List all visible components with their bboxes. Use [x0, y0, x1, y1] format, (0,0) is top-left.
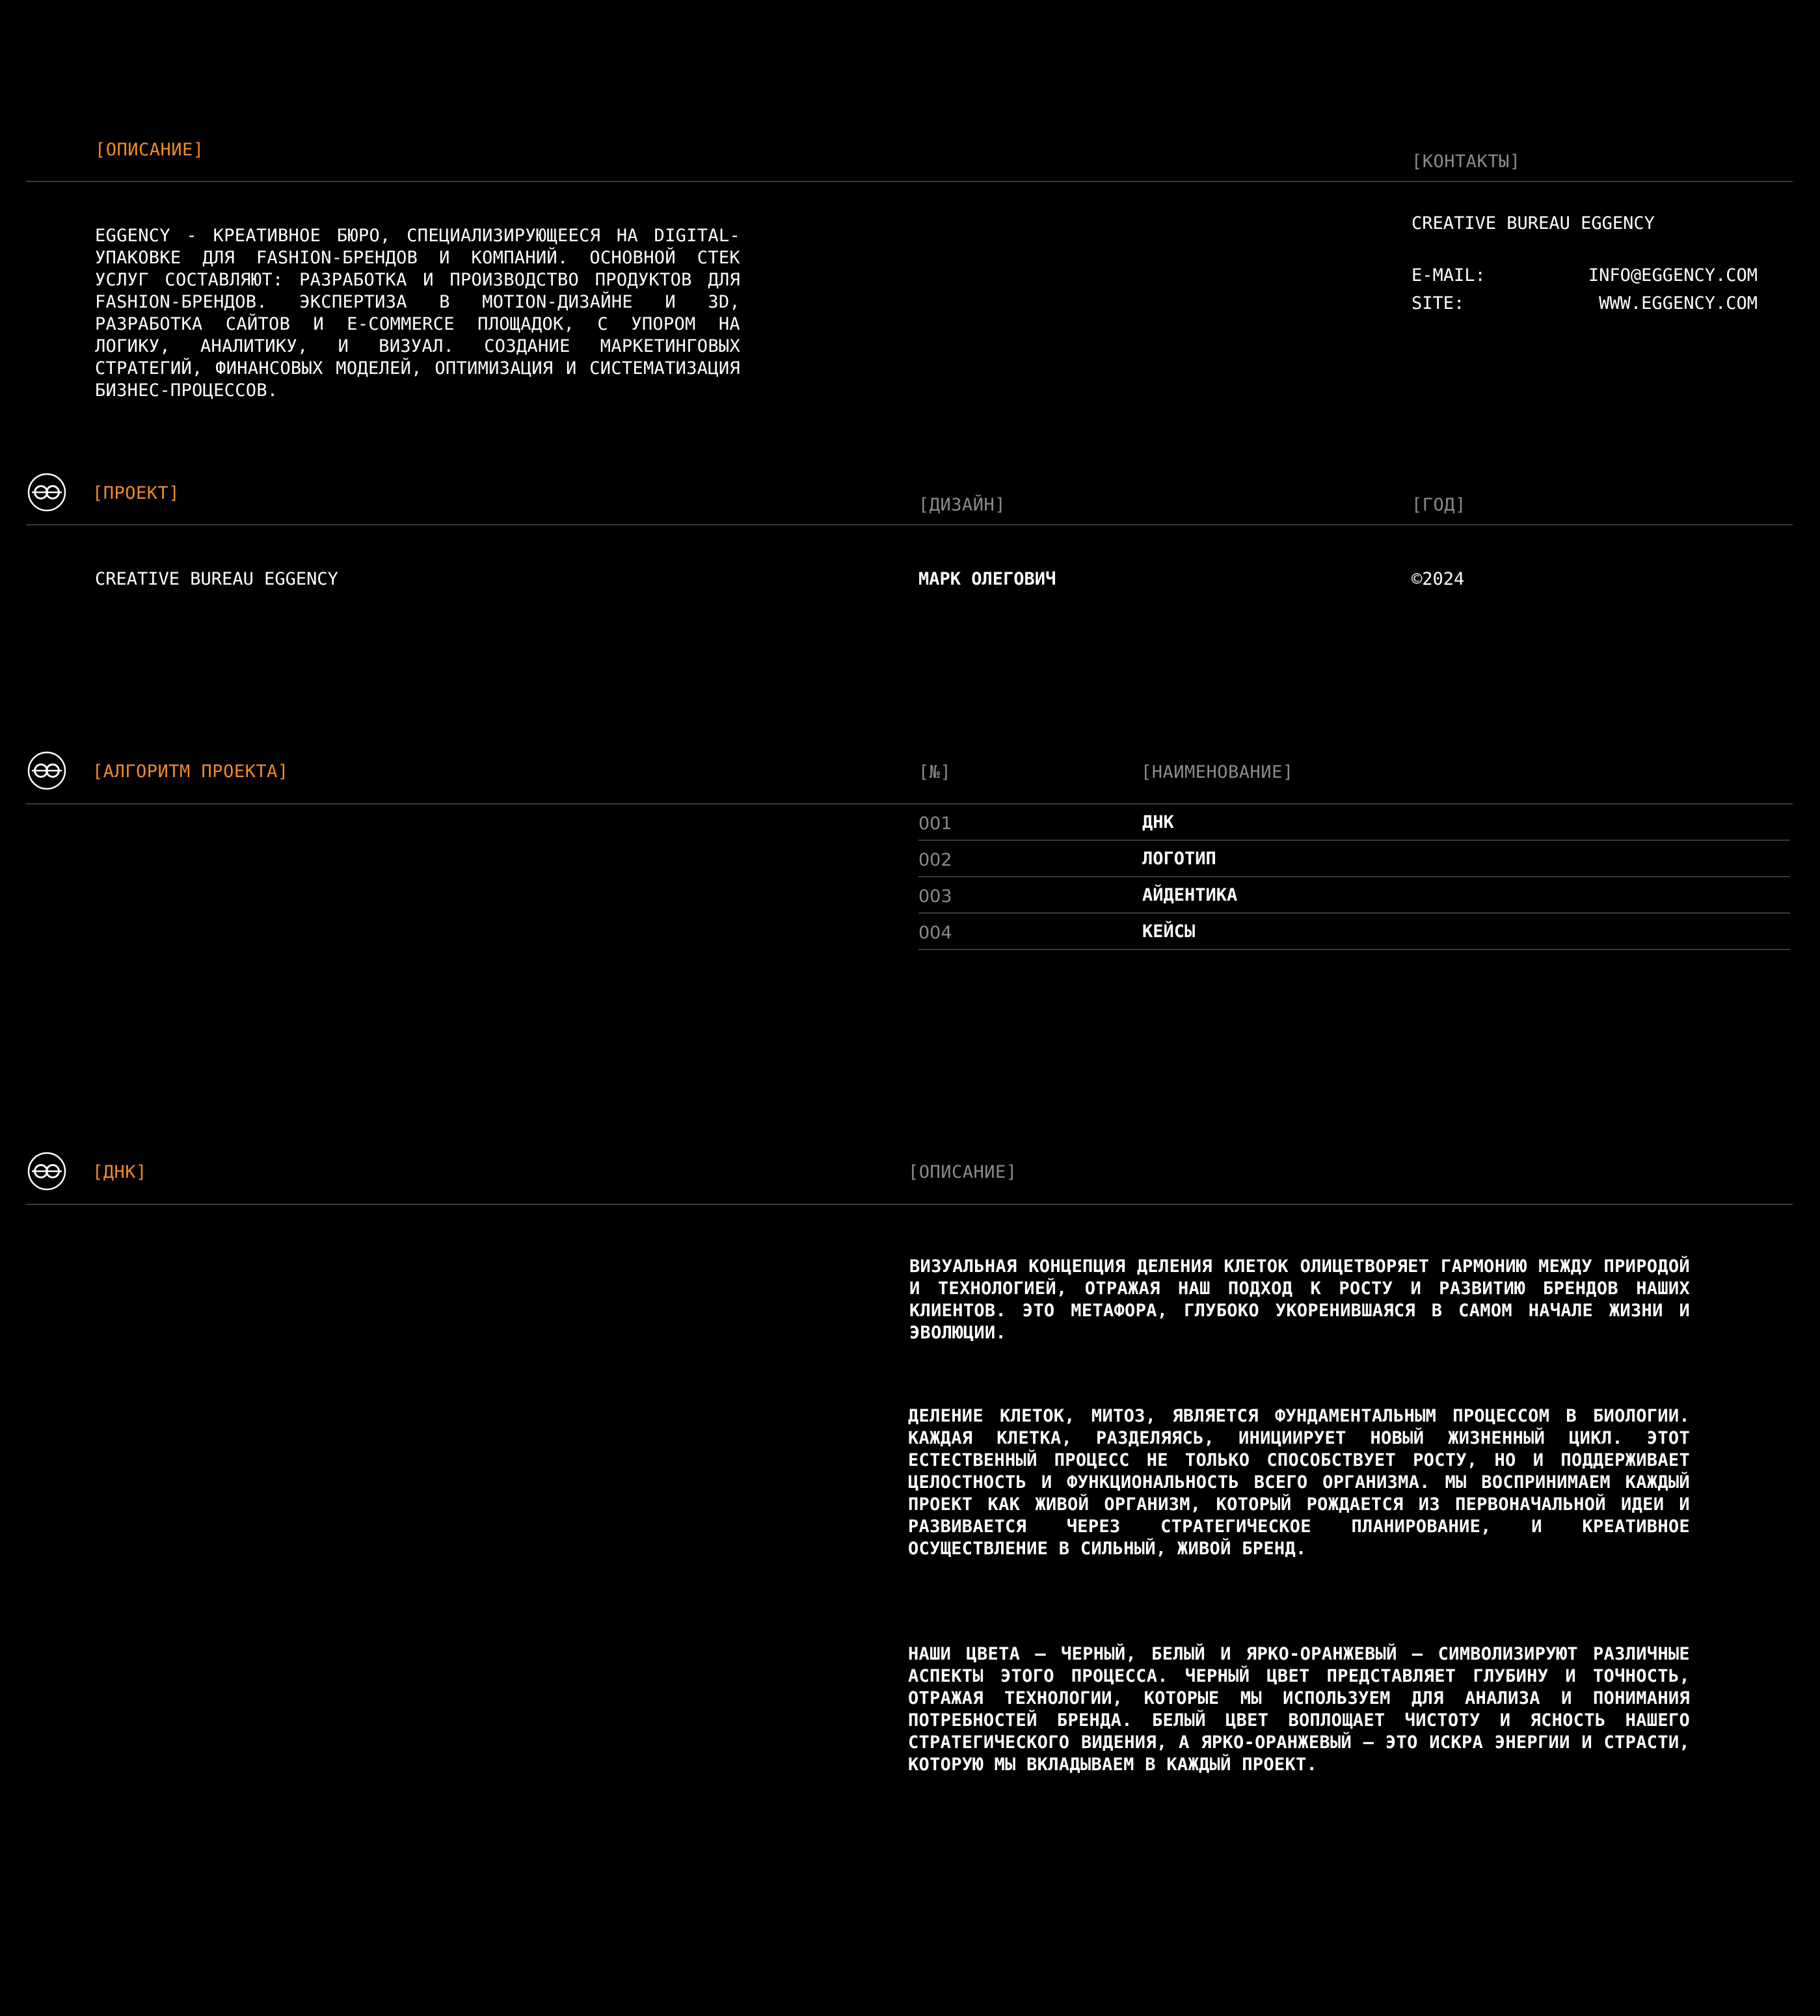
row-divider [918, 949, 1790, 950]
contacts-section-label: [КОНТАКТЫ] [1412, 152, 1521, 172]
dna-description-label: [ОПИСАНИЕ] [908, 1162, 1017, 1182]
design-column-label: [ДИЗАЙН] [918, 495, 1006, 515]
table-row[interactable] [918, 804, 1790, 841]
row-number: 001 [918, 814, 952, 834]
year-column-label: [ГОД] [1412, 495, 1466, 515]
row-name: АЙДЕНТИКА [1142, 885, 1238, 905]
eggency-logo-icon [27, 1152, 66, 1191]
eggency-logo-icon [27, 751, 66, 790]
project-year: ©2024 [1412, 569, 1465, 589]
dna-paragraph: НАШИ ЦВЕТА — ЧЕРНЫЙ, БЕЛЫЙ И ЯРКО-ОРАНЖЕВЫЙ — СИМВОЛИЗИРУЮТ РАЗЛИЧНЫЕ АСПЕКТЫ ЭТОГО ПРОЦЕССА. ЧЕРНЫЙ ЦВЕТ ПРЕДСТАВЛЯЕТ ГЛУБИНУ И ТОЧНОСТЬ, ОТРАЖАЯ ТЕХНОЛОГИИ, КОТОРЫЕ МЫ ИСПОЛЬЗУЕМ ДЛЯ АНАЛИЗА И ПОНИМАНИЯ ПОТРЕБНОСТЕЙ БРЕНДА. БЕЛЫЙ ЦВЕТ ВОПЛОЩАЕТ ЧИСТОТУ И ЯСНОСТЬ НАШЕГО СТРАТЕГИЧЕСКОГО ВИДЕНИЯ, А ЯРКО-ОРАНЖЕВЫЙ — ЭТО ИСКРА ЭНЕРГИИ И СТРАСТИ, КОТОРУЮ МЫ ВКЛАДЫВАЕМ В КАЖДЫЙ ПРОЕКТ. [908, 1644, 1690, 1775]
row-number: 004 [918, 923, 952, 943]
row-name: ЛОГОТИП [1142, 849, 1216, 869]
contacts-company: CREATIVE BUREAU EGGENCY [1412, 213, 1655, 233]
algorithm-section-label: [АЛГОРИТМ ПРОЕКТА] [92, 762, 289, 782]
dna-section-label: [ДНК] [92, 1162, 147, 1182]
row-number: 003 [918, 886, 952, 907]
dna-paragraph: ВИЗУАЛЬНАЯ КОНЦЕПЦИЯ ДЕЛЕНИЯ КЛЕТОК ОЛИЦЕТВОРЯЕТ ГАРМОНИЮ МЕЖДУ ПРИРОДОЙ И ТЕХНОЛОГИЕЙ, ОТРАЖАЯ НАШ ПОДХОД К РОСТУ И РАЗВИТИЮ БРЕНДОВ НАШИХ КЛИЕНТОВ. ЭТО МЕТАФОРА, ГЛУБОКО УКОРЕНИВШАЯСЯ В САМОМ НАЧАЛЕ ЖИЗНИ И ЭВОЛЮЦИИ. [909, 1256, 1690, 1343]
row-name: ДНК [1142, 812, 1174, 832]
table-row[interactable] [918, 913, 1790, 950]
eggency-logo-icon [27, 473, 66, 512]
row-name: КЕЙСЫ [1142, 922, 1196, 942]
email-label: E-MAIL: [1412, 265, 1486, 285]
site-label: SITE: [1412, 293, 1465, 313]
project-designer: МАРК ОЛЕГОВИЧ [918, 569, 1056, 589]
table-row[interactable] [918, 877, 1790, 914]
name-column-header: [НАИМЕНОВАНИЕ] [1141, 762, 1294, 782]
row-number: 002 [918, 850, 952, 870]
dna-paragraph: ДЕЛЕНИЕ КЛЕТОК, МИТОЗ, ЯВЛЯЕТСЯ ФУНДАМЕНТАЛЬНЫМ ПРОЦЕССОМ В БИОЛОГИИ. КАЖДАЯ КЛЕТКА, РАЗДЕЛЯЯСЬ, ИНИЦИИРУЕТ НОВЫЙ ЖИЗНЕННЫЙ ЦИКЛ. ЭТОТ ЕСТЕСТВЕННЫЙ ПРОЦЕСС НЕ ТОЛЬКО СПОСОБСТВУЕТ РОСТУ, НО И ПОДДЕРЖИВАЕТ ЦЕЛОСТНОСТЬ И ФУНКЦИОНАЛЬНОСТЬ ВСЕГО ОРГАНИЗМА. МЫ ВОСПРИНИМАЕМ КАЖДЫЙ ПРОЕКТ КАК ЖИВОЙ ОРГАНИЗМ, КОТОРЫЙ РОЖДАЕТСЯ ИЗ ПЕРВОНАЧАЛЬНОЙ ИДЕИ И РАЗВИВАЕТСЯ ЧЕРЕЗ СТРАТЕГИЧЕСКОЕ ПЛАНИРОВАНИЕ, И КРЕАТИВНОЕ ОСУЩЕСТВЛЕНИЕ В СИЛЬНЫЙ, ЖИВОЙ БРЕНД. [908, 1406, 1690, 1559]
divider [26, 181, 1793, 182]
divider [26, 1204, 1793, 1205]
table-row[interactable] [918, 840, 1790, 877]
about-text: EGGENCY - КРЕАТИВНОЕ БЮРО, СПЕЦИАЛИЗИРУЮЩЕЕСЯ НА DIGITAL-УПАКОВКЕ ДЛЯ FASHION-БРЕНДОВ И КОМПАНИЙ. ОСНОВНОЙ СТЕК УСЛУГ СОСТАВЛЯЮТ: РАЗРАБОТКА И ПРОИЗВОДСТВО ПРОДУКТОВ ДЛЯ FASHION-БРЕНДОВ. ЭКСПЕРТИЗА В MOTION-ДИЗАЙНЕ И 3D, РАЗРАБОТКА САЙТОВ И E-COMMERCE ПЛОЩАДОК, С УПОРОМ НА ЛОГИКУ, АНАЛИТИКУ, И ВИЗУАЛ. СОЗДАНИЕ МАРКЕТИНГОВЫХ СТРАТЕГИЙ, ФИНАНСОВЫХ МОДЕЛЕЙ, ОПТИМИЗАЦИЯ И СИСТЕМАТИЗАЦИЯ БИЗНЕС-ПРОЦЕССОВ. [95, 226, 740, 401]
about-section-label: [ОПИСАНИЕ] [95, 140, 204, 160]
email-link[interactable]: INFO@EGGENCY.COM [1588, 265, 1758, 285]
divider [26, 524, 1793, 525]
project-section-label: [ПРОЕКТ] [92, 483, 180, 503]
number-column-header: [№] [918, 762, 952, 782]
project-name: CREATIVE BUREAU EGGENCY [95, 569, 338, 589]
site-link[interactable]: WWW.EGGENCY.COM [1599, 293, 1758, 313]
